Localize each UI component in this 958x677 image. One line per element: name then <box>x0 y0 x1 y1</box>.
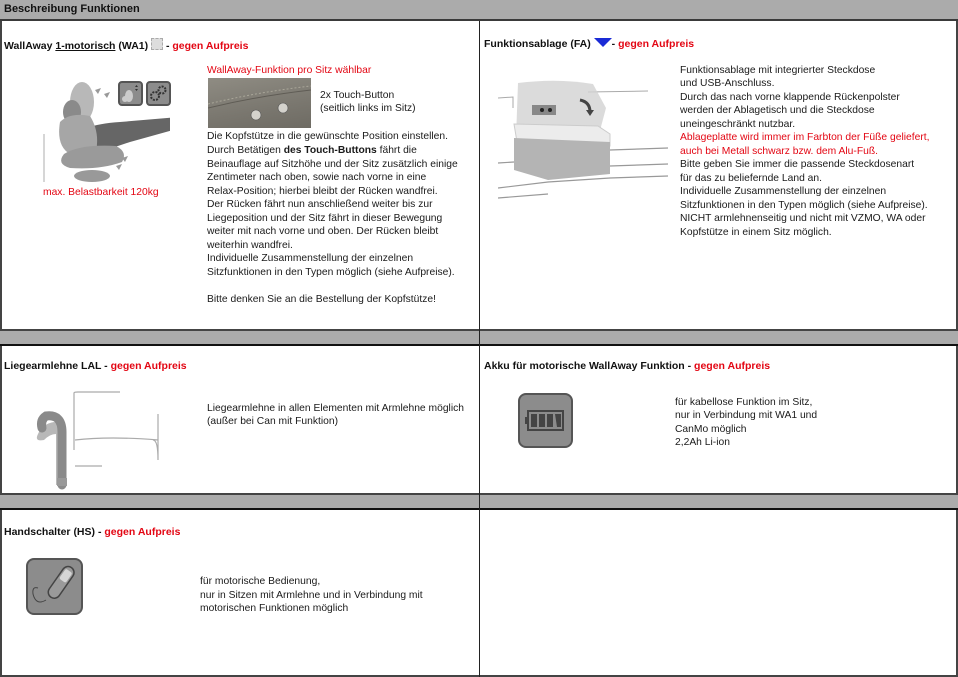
wa1-title-suffix: (WA1) <box>115 40 149 52</box>
hs-title-sep: - <box>95 526 105 538</box>
fa-title-sep: - <box>611 38 619 50</box>
akku-body-line: 2,2Ah Li-ion <box>675 437 730 448</box>
hand-switch-icon <box>26 558 83 615</box>
hs-body-line: für motorische Bedienung, <box>200 576 321 587</box>
touch-button-label: 2x Touch-Button <box>320 90 395 101</box>
hs-price-label: gegen Aufpreis <box>104 526 181 538</box>
hs-body-line: motorischen Funktionen möglich <box>200 603 349 614</box>
wa1-body-line: Relax-Position; hierbei bleibt der Rücken wandfrei. <box>207 186 438 197</box>
touch-button-location: (seitlich links im Sitz) <box>320 103 416 114</box>
wa1-body-fragment: Durch Betätigen <box>207 145 284 156</box>
wa1-body-line: weiter mit nach vorne und oben. Der Rücken bleibt <box>207 226 439 237</box>
lal-body-line: (außer bei Can mit Funktion) <box>207 416 339 427</box>
wa1-body-line: Zentimeter nach oben, sowie nach vorne in eine <box>207 172 427 183</box>
fa-body-red-line: auch bei Metall schwarz bzw. dem Alu-Fuß. <box>680 146 879 157</box>
fa-body-line: Kopfstütze in einem Sitz möglich. <box>680 227 832 238</box>
hs-title <box>4 526 180 538</box>
fa-body-red-line: Ablageplatte wird immer im Farbton der Füße geliefert, <box>680 132 930 143</box>
akku-body-line: CanMo möglich <box>675 424 747 435</box>
funktionsablage-illustration <box>498 78 668 203</box>
fa-title-text: Funktionsablage (FA) <box>484 38 594 50</box>
gear-icon <box>146 81 171 106</box>
lal-title-sep: - <box>101 360 111 372</box>
wa1-body-line <box>207 144 417 158</box>
wa1-body-fragment: fährt die <box>376 145 417 156</box>
hs-title-text: Handschalter (HS) <box>4 526 96 538</box>
column-divider-sep2 <box>479 493 480 510</box>
wa1-body-line: Der Rücken fährt nun anschließend weiter bis zur <box>207 199 433 210</box>
wa1-subheading: WallAway-Funktion pro Sitz wählbar <box>207 65 372 76</box>
wa1-price-label: gegen Aufpreis <box>172 40 249 52</box>
wa1-body-line: Individuelle Zusammenstellung der einzelnen <box>207 253 414 264</box>
wa1-title-sep: - <box>163 40 173 52</box>
header-title: Beschreibung Funktionen <box>4 3 140 15</box>
wa1-title-underlined: 1-motorisch <box>55 40 116 52</box>
lal-title-text: Liegearmlehne LAL <box>4 360 102 372</box>
fa-body-line: NICHT armlehnenseitig und nicht mit VZMO, WA oder <box>680 213 926 224</box>
fa-price-label: gegen Aufpreis <box>618 38 695 50</box>
touch-button-photo <box>208 78 311 128</box>
akku-title-sep: - <box>684 360 695 372</box>
liegearmlehne-illustration <box>30 390 165 490</box>
akku-body-line: für kabellose Funktion im Sitz, <box>675 397 813 408</box>
fa-body-line: uneingeschränkt nutzbar. <box>680 119 796 130</box>
akku-body-line: nur in Verbindung mit WA1 und <box>675 410 818 421</box>
fa-body-line: Funktionsablage mit integrierter Steckdose <box>680 65 876 76</box>
header-bar <box>0 0 958 21</box>
wa1-title <box>4 38 248 52</box>
fa-body-line: für das zu beliefernde Land an. <box>680 173 822 184</box>
wa1-body-line: Sitzfunktionen in den Typen möglich (siehe Aufpreise). <box>207 267 455 278</box>
fa-body-line: und USB-Anschluss. <box>680 78 775 89</box>
fa-body-line: werden der Ablagetisch und die Steckdose <box>680 105 875 116</box>
lal-title <box>4 360 187 372</box>
wa1-body-line: Liegeposition und der Sitz fährt in dieser Bewegung <box>207 213 443 224</box>
fa-body-line: Sitzfunktionen in den Typen möglich (siehe Aufpreise). <box>680 200 928 211</box>
column-divider-sep1 <box>479 329 480 346</box>
akku-title-text: Akku für motorische WallAway Funktion <box>484 360 685 372</box>
fa-body-line: Individuelle Zusammenstellung der einzelnen <box>680 186 887 197</box>
wa1-body-bold: des Touch-Buttons <box>283 145 377 156</box>
akku-title <box>484 360 770 372</box>
wallaway-status-icon <box>151 38 163 50</box>
wa1-body-line: Die Kopfstütze in die gewünschte Position einstellen. <box>207 131 448 142</box>
hs-body-line: nur in Sitzen mit Armlehne und in Verbindung mit <box>200 590 423 601</box>
wa1-title-prefix: WallAway <box>4 40 56 52</box>
wa1-caption: max. Belastbarkeit 120kg <box>43 187 159 198</box>
wa1-body-line: Beinauflage auf Sitzhöhe und der Sitz zusätzlich einige <box>207 159 458 170</box>
wa1-body-line: Bitte denken Sie an die Bestellung der Kopfstütze! <box>207 294 436 305</box>
battery-icon <box>518 393 573 448</box>
lal-price-label: gegen Aufpreis <box>110 360 187 372</box>
blue-triangle-icon <box>594 38 612 47</box>
fa-title <box>484 38 694 50</box>
akku-price-label: gegen Aufpreis <box>694 360 771 372</box>
table-border-left <box>0 21 2 677</box>
wa1-body-line: weiterhin wandfrei. <box>207 240 293 251</box>
fa-body-line: Bitte geben Sie immer die passende Steckdosenart <box>680 159 915 170</box>
headrest-adjust-icon <box>118 81 143 106</box>
fa-body-line: Durch das nach vorne klappende Rückenpolster <box>680 92 900 103</box>
column-divider <box>479 21 480 677</box>
lal-body-line: Liegearmlehne in allen Elementen mit Armlehne möglich <box>207 403 464 414</box>
